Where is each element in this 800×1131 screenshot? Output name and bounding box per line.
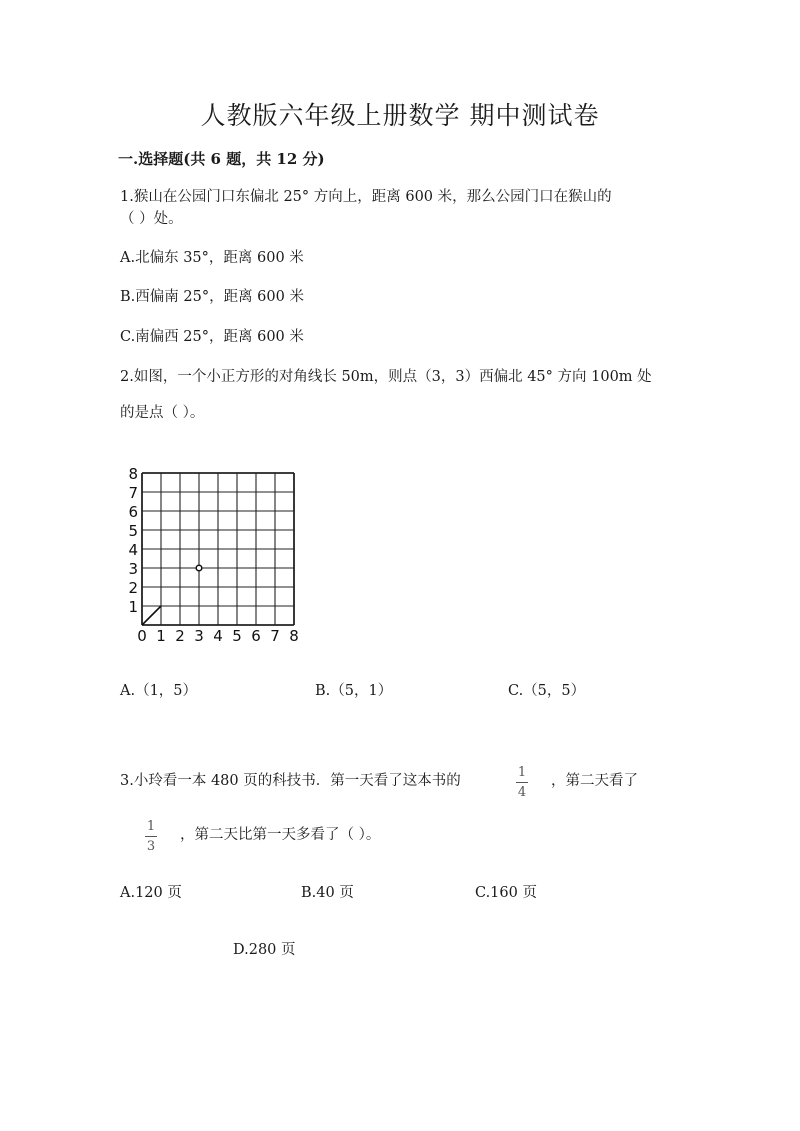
- y-tick-label: 3: [128, 560, 138, 578]
- q3-option-a: A.120 页: [120, 885, 182, 901]
- page-title: 人教版六年级上册数学 期中测试卷: [200, 101, 600, 130]
- x-tick-label: 4: [213, 627, 223, 645]
- q1-option-b: B.西偏南 25°，距离 600 米: [120, 289, 304, 305]
- q3-option-c: C.160 页: [475, 885, 537, 901]
- fraction-numerator: 1: [146, 819, 156, 834]
- coordinate-grid-figure: [126, 456, 316, 646]
- fraction-bar: [145, 836, 157, 837]
- q2-stem-line1: 2.如图，一个小正方形的对角线长 50m，则点（3，3）西偏北 45° 方向 100m 处: [120, 369, 652, 385]
- x-tick-label: 8: [289, 627, 299, 645]
- y-tick-label: 4: [128, 541, 138, 559]
- x-tick-label: 7: [270, 627, 280, 645]
- q1-option-a: A.北偏东 35°，距离 600 米: [120, 250, 304, 266]
- x-tick-label: 1: [156, 627, 166, 645]
- q2-option-c: C.（5，5）: [508, 683, 586, 699]
- q3-fraction-1-4: [516, 766, 528, 799]
- unit-square-diagonal: [142, 606, 161, 625]
- q1-stem-line1: 1.猴山在公园门口东偏北 25° 方向上，距离 600 米，那么公园门口在猴山的: [120, 189, 612, 205]
- fraction-numerator: 1: [517, 765, 527, 780]
- fraction-denominator: 4: [517, 785, 527, 800]
- q3-stem-line1-b: ，第二天看了: [551, 773, 638, 789]
- q3-stem-line1-a: 3.小玲看一本 480 页的科技书．第一天看了这本书的: [120, 773, 461, 789]
- q2-stem-line2: 的是点（ ）。: [120, 405, 205, 421]
- y-tick-label: 2: [128, 579, 138, 597]
- x-tick-label: 6: [251, 627, 261, 645]
- y-tick-label: 8: [128, 465, 138, 483]
- x-tick-label: 5: [232, 627, 242, 645]
- fraction-denominator: 3: [146, 839, 156, 854]
- x-tick-label: 3: [194, 627, 204, 645]
- x-tick-label: 2: [175, 627, 185, 645]
- q2-option-a: A.（1，5）: [120, 683, 198, 699]
- q1-stem-line2: （ ）处。: [120, 211, 183, 227]
- grid-lines: [142, 473, 294, 625]
- x-tick-label: 0: [137, 627, 147, 645]
- y-tick-label: 5: [128, 522, 138, 540]
- y-tick-label: 6: [128, 503, 138, 521]
- point-3-3: [196, 565, 202, 571]
- section-heading: 一.选择题(共 6 题，共 12 分): [118, 150, 325, 168]
- fraction-bar: [516, 782, 528, 783]
- y-tick-label: 1: [128, 598, 138, 616]
- y-tick-label: 7: [128, 484, 138, 502]
- q2-option-b: B.（5，1）: [315, 683, 393, 699]
- q3-option-d: D.280 页: [233, 942, 296, 958]
- q1-option-c: C.南偏西 25°，距离 600 米: [120, 329, 304, 345]
- q3-fraction-1-3: [145, 820, 157, 853]
- q3-option-b: B.40 页: [301, 885, 354, 901]
- q3-stem-line2: ，第二天比第一天多看了（ ）。: [180, 827, 381, 843]
